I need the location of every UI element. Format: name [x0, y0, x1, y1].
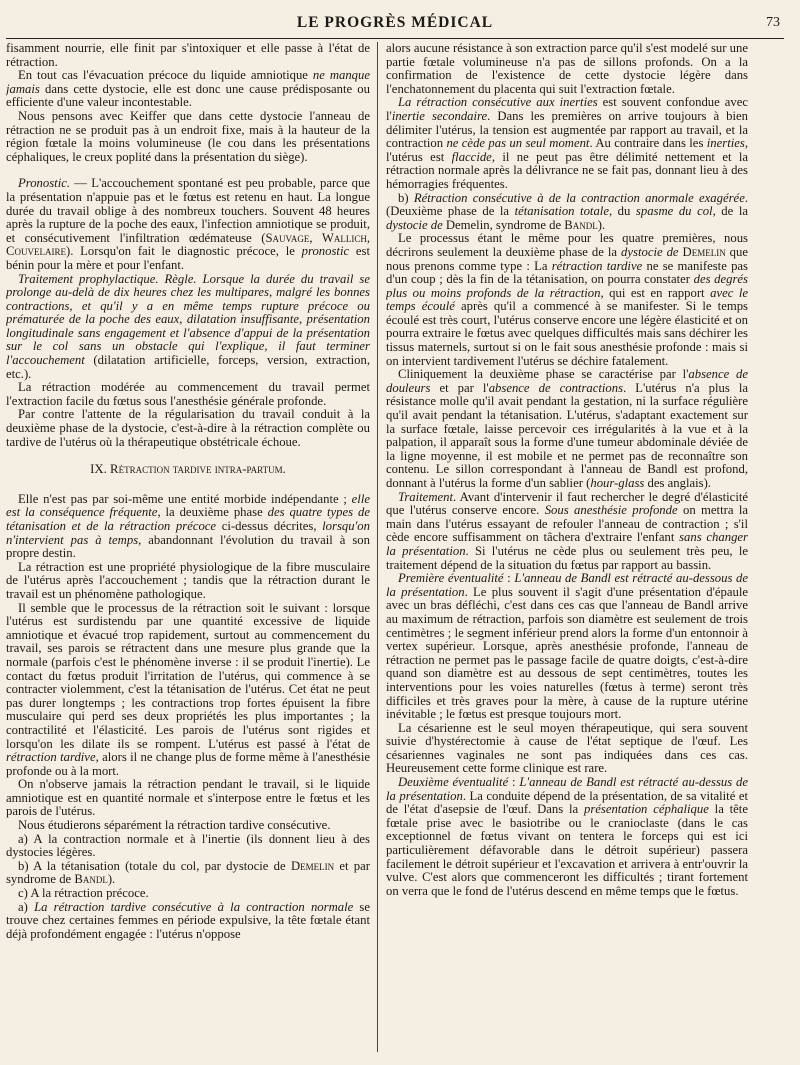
list-item: b) A la tétanisation (totale du col, par dystocie de Demelin et par syndrome de Bandl).: [6, 858, 370, 887]
paragraph: a) La rétraction tardive consécutive à la contraction normale se trouve chez certaines femmes en période expulsive, la tête fœtale étant déjà profondément engagée : l'utérus n'oppose: [6, 899, 370, 941]
paragraph: fisamment nourrie, elle finit par s'intoxiquer et elle passe à l'état de rétraction.: [6, 42, 370, 69]
paragraph: Cliniquement la deuxième phase se caractérise par l'absence de douleurs et par l'absence de contractions. L'utérus n'a plus la résistance molle qu'il avait pendant la gestation, ni la surface régulière qu'il avait pendant la tétanisation. L'utérus, s'adaptant exactement sur la surface fœtale, laisse percevoir ces irrégularités à la vue et à la palpation, il apparaît sous la forme d'une tumeur abdominale déviée de la ligne moyenne, il est mobile et ne permet pas de reconnaître son contenu. Le sillon correspondant à l'anneau de Bandl est profond, donnant à l'utérus la forme d'un sablier (hour-glass des anglais).: [386, 367, 748, 490]
paragraph: Nous étudierons séparément la rétraction tardive consécutive.: [18, 818, 331, 833]
paragraph: Deuxième éventualité : L'anneau de Bandl est rétracté au-dessus de la présentation. La conduite dépend de la présentation, de sa vitalité et de l'état d'asepsie de l'œuf. Dans la présentation céphalique la tête fœtale prise avec le basiotribe ou le cranioclaste (dans le cas exceptionnel de fœtus vivant on tentera le forceps qui est ici particulièrement défavorable dans le détroit supérieur) passera facilement le détroit supérieur et l'excavation et arrivera à entr'ouvrir la vulve. C'est alors que commenceront les difficultés ; tirant fortement on verra que le fond de l'utérus descend en même temps que le fœtus.: [386, 775, 748, 898]
paragraph: La rétraction est une propriété physiologique de la fibre musculaire de l'utérus après l'accouchement ; tandis que la rétraction durant le travail est un phénomène pathologique.: [6, 559, 370, 601]
paragraph: La rétraction consécutive aux inerties est souvent confondue avec l'inertie secondaire. Dans les premières on arrive toujours à bien délimiter l'utérus, la tension est augmentée par rapport au travail, et la contraction ne cède pas un seul moment. Au contraire dans les inerties, l'utérus est flaccide, il ne peut pas être délimité nettement et la rétraction normale après la délivrance ne se fait pas, donnant lieu à des hémorragies fréquentes.: [386, 95, 748, 191]
right-column: [386, 42, 748, 1057]
enumerated-list: [6, 833, 370, 901]
prognosis-lead: Pronostic.: [18, 176, 71, 191]
paragraph: Il semble que le processus de la rétraction soit le suivant : lorsque l'utérus est surdistendu par une quantité excessive de liquide amniotique et évacué trop rapidement, surtout au commencement du travail, ses parois se rétractent dans une mesure plus grande que la normale (parfois c'est le phénomène inverse : il se produit l'inertie). Le contact du fœtus produit l'irritation de l'utérus, qui commence à se contracter violemment, c'est la tétanisation de l'utérus. Cet état ne peut pas durer longtemps ; les contractions trop fortes épuisent la fibre musculaire qui perd ses deux propriétés les plus importantes ; la contractilité et l'élasticité. Les parois de l'utérus sont rigides et lorsqu'on les dilate ils se rompent. L'utérus est passé à l'état de rétraction tardive, alors il ne change plus de forme même à l'anesthésie profonde ou à la mort.: [6, 600, 370, 778]
prognosis-paragraph: Pronostic. — L'accouchement spontané est peu probable, parce que la présentation n'appuie pas et le fœtus est retenu en haut. La longue durée du travail oblige à des nombreux touchers. Souvent 48 heures après la rupture de la poche des eaux, l'infection amniotique se produit, et consécutivement l'infiltration œdémateuse (Sauvage, Wallich, Couvelaire). Lorsqu'on fait le diagnostic précoce, le pronostic est bénin pour la mère et pour l'enfant.: [6, 176, 370, 272]
page-number: 73: [766, 15, 780, 30]
left-column: [6, 42, 370, 1057]
treatment-paragraph: Traitement prophylactique. Règle. Lorsque la durée du travail se prolonge au-delà de dix heures chez les multipares, malgré les bonnes contractions, et qu'il y a en même temps rupture précoce ou prématurée de la poche des eaux, dilatation insuffisante, présentation longitudinale sans engagement et l'absence d'appui de la présentation sur le col sans un obstacle qui l'explique, il faut terminer l'accouchement (dilatation artificielle, forceps, version, extraction, etc.).: [6, 271, 370, 381]
column-divider: [377, 42, 378, 1052]
paragraph: Elle n'est pas par soi-même une entité morbide indépendante ; elle est la conséquence fréquente, la deuxième phase des quatre types de tétanisation et de la rétraction précoce ci-dessus décrites, lorsqu'on n'intervient pas à temps, abandonnant l'évolution du travail à son propre destin.: [6, 491, 370, 561]
page-header: [6, 10, 784, 39]
paragraph: On n'observe jamais la rétraction pendant le travail, si le liquide amniotique est en quantité normale et s'interpose entre le fœtus et les parois de l'utérus.: [6, 777, 370, 819]
running-title: LE PROGRÈS MÉDICAL: [296, 14, 494, 31]
paragraph: Traitement. Avant d'intervenir il faut rechercher le degré d'élasticité que l'utérus conserve encore. Sous anesthésie profonde on mettra la main dans l'utérus essayant de refouler l'anneau de contraction ; s'il cède encore suffisamment on tâchera d'extraire l'enfant sans changer la présentation. Si l'utérus ne cède plus ou seulement très peu, le traitement dépend de la situation du fœtus par rapport au bassin.: [386, 489, 748, 572]
paragraph: En tout cas l'évacuation précoce du liquide amniotique ne manque jamais dans cette dystocie, elle est donc une cause prédisposante ou efficiente d'une valeur incontestable.: [6, 68, 370, 110]
paragraph: Par contre l'attente de la régularisation du travail conduit à la deuxième phase de la dystocie, c'est-à-dire à la rétraction complète ou tardive de l'utérus où la thérapeutique obstétricale échoue.: [6, 407, 370, 449]
paragraph: Le processus étant le même pour les quatre premières, nous décrirons seulement la deuxième phase de la dystocie de Demelin que nous prenons comme type : La rétraction tardive ne se manifeste pas d'un coup ; dès la fin de la tétanisation, on pourra constater des degrés plus ou moins profonds de la rétraction, qui est en rapport avec le temps écoulé après qu'il a commencé à se manifester. Si le temps écoulé est très court, l'utérus conserve encore une légère élasticité et on pourra extraire le fœtus avec quelques difficultés mais sans déchirer les tissus maternels, surtout si on le fait sous anesthésie profonde : mais si on intervient tardivement l'utérus se déchire fatalement.: [386, 231, 748, 368]
paragraph: Nous pensons avec Keiffer que dans cette dystocie l'anneau de rétraction ne se produit pas à un endroit fixe, mais à la hauteur de la région fœtale la moins volumineuse (le cou dans les présentations céphaliques, le creux poplité dans la présentation du siège).: [6, 108, 370, 164]
paragraph: La césarienne est le seul moyen thérapeutique, qui sera souvent suivie d'hystérectomie à cause de l'état septique de l'œuf. Les césariennes vaginales ne sont pas indiquées dans ces cas. Heureusement cette forme clinique est rare.: [386, 720, 748, 776]
list-item: c) A la rétraction précoce.: [18, 886, 149, 901]
paragraph: Première éventualité : L'anneau de Bandl est rétracté au-dessous de la présentation. Le plus souvent il s'agit d'une présentation d'épaule avec un bras défléchi, c'est dans ces cas que l'anneau de Bandl arrive au maximum de rétraction, parfois son diamètre est seulement de trois centimètres ; le segment inférieur prend alors la forme d'un entonnoir à vertex supérieur. Lorsque, après anesthésie profonde, l'anneau de rétraction ne permet pas le passage facile de quatre doigts, c'est-à-dire quand son diamètre est au dessous de sept centimètres, toutes les interventions pour les voies naturelles (fœtus à terme) seront très difficiles et très graves pour la mère, à cause de la rupture utérine inévitable ; le fœtus est presque toujours mort.: [386, 571, 748, 722]
paragraph: b) Rétraction consécutive à de la contraction anormale exagérée. (Deuxième phase de la tétanisation totale, du spasme du col, de la dystocie de Demelin, syndrome de Bandl).: [386, 190, 748, 232]
paragraph: alors aucune résistance à son extraction parce qu'il s'est modelé sur une partie fœtale volumineuse n'a pas de sillons profonds. On a la confirmation de l'existence de cette dystocie légère dans l'enchatonnement du placenta qui suit l'extraction fœtale.: [386, 42, 748, 96]
section-heading: IX. Rétraction tardive intra-partum.: [90, 462, 286, 477]
list-item: a) A la contraction normale et à l'inertie (ils donnent lieu à des dystocies légères.: [6, 831, 370, 860]
paragraph: La rétraction modérée au commencement du travail permet l'extraction facile du fœtus sous l'anesthésie générale profonde.: [6, 380, 370, 408]
